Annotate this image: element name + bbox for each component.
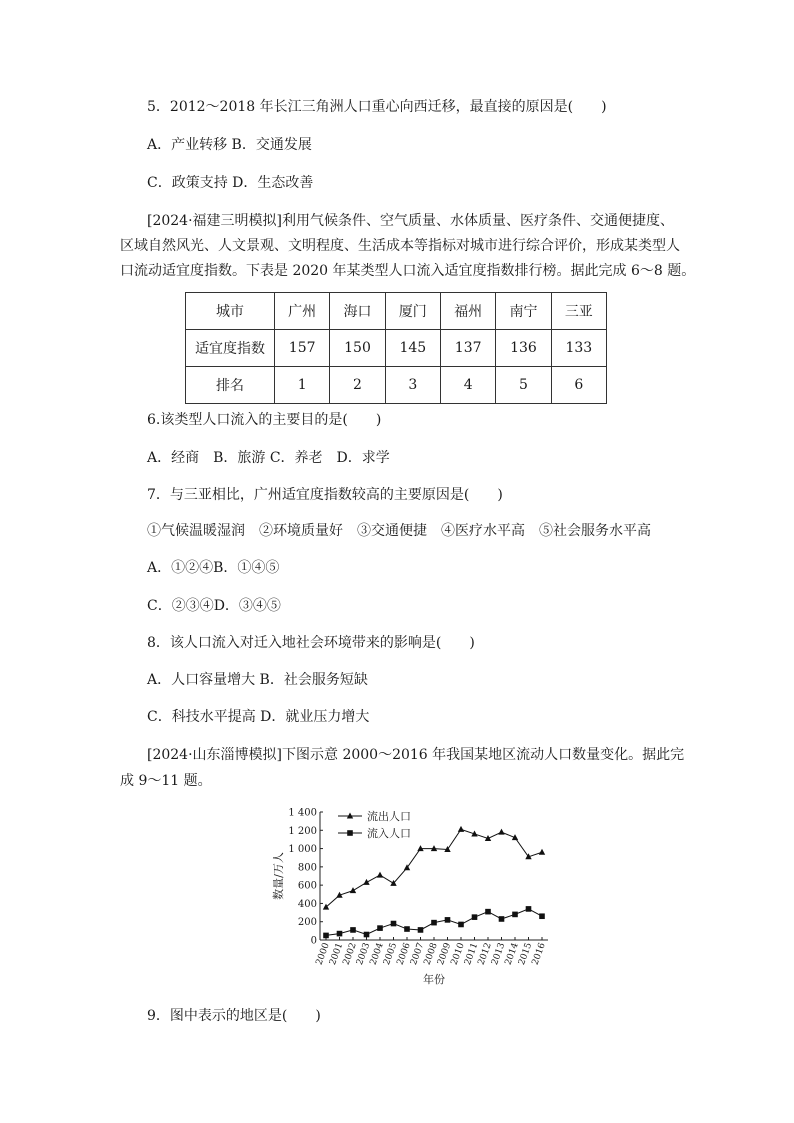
x-tick-label: 2014 bbox=[503, 941, 521, 967]
table-cell-rank: 3 bbox=[385, 367, 440, 404]
outflow-point bbox=[539, 849, 545, 855]
table-cell-rank: 2 bbox=[330, 367, 385, 404]
inflow-point bbox=[458, 922, 464, 928]
table-cell-city: 三亚 bbox=[551, 293, 606, 330]
table-cell-city: 海口 bbox=[330, 293, 385, 330]
x-tick-label: 2007 bbox=[409, 941, 427, 967]
suitability-index-table bbox=[185, 292, 607, 404]
question-5-stem: 5．2012～2018 年长江三角洲人口重心向西迁移，最直接的原因是( ) bbox=[147, 99, 607, 115]
inflow-point bbox=[418, 927, 424, 933]
table-cell-rank: 6 bbox=[551, 367, 606, 404]
x-tick-label: 2005 bbox=[382, 941, 400, 967]
outflow-point bbox=[498, 829, 504, 835]
x-tick-label: 2006 bbox=[395, 941, 413, 967]
x-tick-label: 2008 bbox=[422, 941, 440, 967]
inflow-point bbox=[391, 921, 397, 927]
table-cell-city: 福州 bbox=[440, 293, 495, 330]
inflow-point bbox=[445, 917, 451, 923]
table-cell-index: 136 bbox=[496, 330, 551, 367]
outflow-point bbox=[431, 845, 437, 851]
question-9-stem: 9．图中表示的地区是( ) bbox=[147, 1008, 321, 1024]
passage-2-line-2: 成 9～11 题。 bbox=[120, 773, 212, 789]
table-row bbox=[186, 330, 607, 367]
question-7-options-cd: C．②③④D．③④⑤ bbox=[147, 598, 281, 614]
table-row-label-rank: 排名 bbox=[186, 367, 275, 404]
passage-1-line-1: [2024·福建三明模拟]利用气候条件、空气质量、水体质量、医疗条件、交通便捷度、 bbox=[147, 213, 675, 229]
question-5-options-cd: C．政策支持 D．生态改善 bbox=[147, 175, 314, 191]
inflow-point bbox=[485, 909, 491, 915]
y-tick-label: 600 bbox=[297, 880, 317, 892]
inflow-point bbox=[337, 931, 343, 937]
outflow-point bbox=[377, 872, 383, 878]
question-6-options: A．经商 B．旅游 C．养老 D．求学 bbox=[147, 450, 390, 466]
x-tick-label: 2015 bbox=[517, 941, 535, 967]
inflow-point bbox=[512, 912, 518, 918]
inflow-point bbox=[377, 925, 383, 931]
question-8-options-cd: C．科技水平提高 D．就业压力增大 bbox=[147, 709, 370, 725]
y-tick-label: 0 bbox=[310, 935, 317, 947]
passage-1-line-2: 区域自然风光、人文景观、文明程度、生活成本等指标对城市进行综合评价，形成某类型人 bbox=[120, 238, 680, 254]
question-7-statements: ①气候温暖湿润 ②环境质量好 ③交通便捷 ④医疗水平高 ⑤社会服务水平高 bbox=[147, 523, 651, 539]
outflow-point bbox=[363, 879, 369, 885]
question-8-options-ab: A．人口容量增大 B．社会服务短缺 bbox=[147, 672, 368, 688]
table-header-city: 城市 bbox=[186, 293, 275, 330]
legend-marker bbox=[347, 830, 353, 836]
table-cell-index: 150 bbox=[330, 330, 385, 367]
table-cell-index: 137 bbox=[440, 330, 495, 367]
table-cell-city: 厦门 bbox=[385, 293, 440, 330]
x-tick-label: 2011 bbox=[463, 941, 481, 967]
x-tick-label: 2012 bbox=[476, 941, 494, 967]
x-tick-label: 2003 bbox=[355, 941, 373, 967]
passage-1-line-3: 口流动适宜度指数。下表是 2020 年某类型人口流入适宜度指数排行榜。据此完成 6～8 题。 bbox=[120, 263, 696, 279]
table-cell-rank: 4 bbox=[440, 367, 495, 404]
y-axis-title: 数量/万人 bbox=[272, 852, 285, 900]
x-tick-label: 2000 bbox=[314, 941, 332, 967]
outflow-point bbox=[417, 845, 423, 851]
inflow-point bbox=[431, 920, 437, 926]
x-tick-label: 2004 bbox=[368, 941, 386, 967]
inflow-point bbox=[526, 906, 532, 912]
migration-line-chart bbox=[268, 800, 558, 990]
table-cell-rank: 5 bbox=[496, 367, 551, 404]
y-tick-label: 400 bbox=[297, 898, 317, 910]
passage-2-line-1: [2024·山东淄博模拟]下图示意 2000～2016 年我国某地区流动人口数量变化。据此完 bbox=[147, 747, 685, 763]
inflow-point bbox=[404, 926, 410, 932]
legend-label: 流出人口 bbox=[367, 810, 411, 823]
outflow-point bbox=[458, 826, 464, 832]
table-row-label-index: 适宜度指数 bbox=[186, 330, 275, 367]
inflow-point bbox=[539, 913, 545, 919]
y-tick-label: 800 bbox=[297, 862, 317, 874]
inflow-point bbox=[323, 933, 329, 939]
x-axis-title: 年份 bbox=[423, 973, 445, 986]
x-tick-label: 2001 bbox=[328, 941, 346, 967]
inflow-point bbox=[472, 914, 478, 920]
inflow-point bbox=[350, 927, 356, 933]
inflow-point bbox=[364, 932, 370, 938]
y-tick-label: 1 000 bbox=[288, 844, 317, 856]
table-cell-rank: 1 bbox=[275, 367, 330, 404]
outflow-point bbox=[350, 887, 356, 893]
series-line-outflow bbox=[326, 829, 542, 907]
x-tick-label: 2013 bbox=[490, 941, 508, 967]
x-tick-label: 2009 bbox=[436, 941, 454, 967]
table-row bbox=[186, 367, 607, 404]
legend-label: 流入人口 bbox=[367, 827, 411, 840]
question-7-options-ab: A．①②④B．①④⑤ bbox=[147, 560, 280, 576]
table-row bbox=[186, 293, 607, 330]
table-cell-index: 145 bbox=[385, 330, 440, 367]
table-cell-city: 广州 bbox=[275, 293, 330, 330]
x-tick-label: 2010 bbox=[449, 941, 467, 967]
x-tick-label: 2002 bbox=[341, 941, 359, 967]
y-tick-label: 200 bbox=[297, 917, 317, 929]
question-6-stem: 6.该类型人口流入的主要目的是( ) bbox=[147, 412, 382, 428]
question-7-stem: 7．与三亚相比，广州适宜度指数较高的主要原因是( ) bbox=[147, 487, 503, 503]
table-cell-index: 157 bbox=[275, 330, 330, 367]
x-tick-label: 2016 bbox=[530, 941, 548, 967]
table-cell-index: 133 bbox=[551, 330, 606, 367]
y-tick-label: 1 400 bbox=[288, 807, 317, 819]
question-5-options-ab: A．产业转移 B．交通发展 bbox=[147, 137, 312, 153]
inflow-point bbox=[499, 916, 505, 922]
table-cell-city: 南宁 bbox=[496, 293, 551, 330]
y-tick-label: 1 200 bbox=[288, 825, 317, 837]
question-8-stem: 8．该人口流入对迁入地社会环境带来的影响是( ) bbox=[147, 635, 475, 651]
